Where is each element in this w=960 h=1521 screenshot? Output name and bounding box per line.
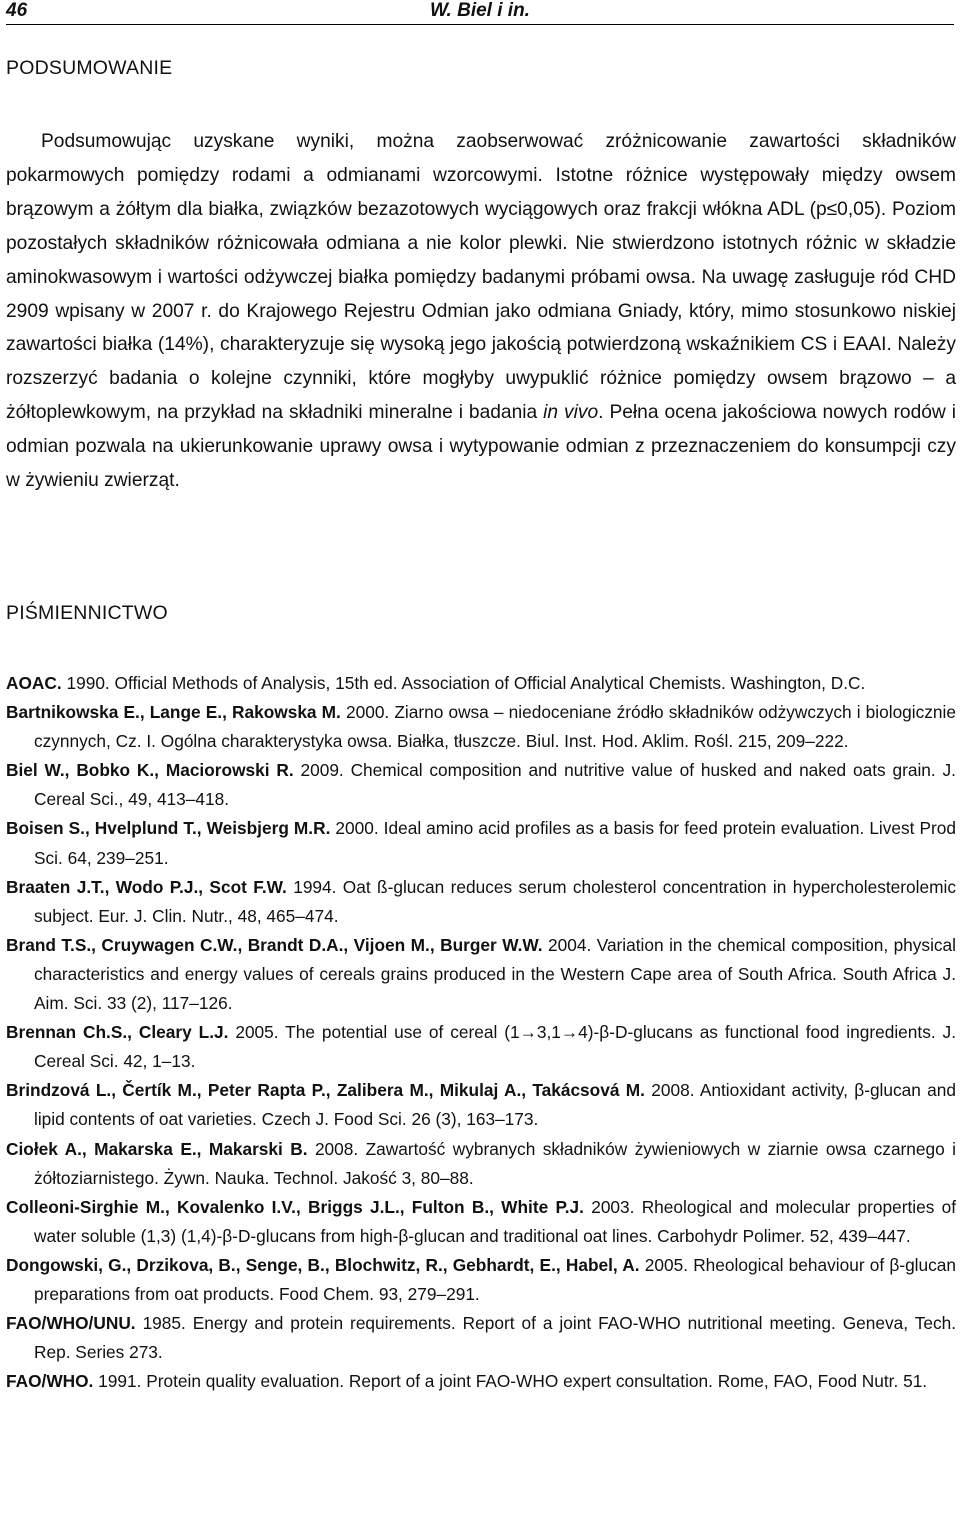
running-title: W. Biel i in. bbox=[430, 0, 530, 21]
reference-item bbox=[6, 931, 956, 1018]
reference-details: 2008. Zawartość wybranych składników żywieniowych w ziarnie owsa czarnego i żółtoziarnistego. Żywn. Nauka. Technol. Jakość 3, 80–88. bbox=[34, 1138, 956, 1188]
summary-text-part1: Podsumowując uzyskane wyniki, można zaobserwować zróżnicowanie zawartości składników pokarmowych pomiędzy rodami a odmianami wzorcowymi. Istotne różnice występowały między owsem brązowym a żółtym dla białka, związków bezazotowych wyciągowych oraz frakcji włókna ADL (p≤0,05). Poziom pozostałych składników różnicowała odmiana a nie kolor plewki. Nie stwierdzono istotnych różnic w składzie aminokwasowym i wartości odżywczej białka pomiędzy badanymi próbami owsa. Na uwagę zasługuje ród CHD 2909 wpisany w 2007 r. do Krajowego Rejestru Odmian jako odmiana Gniady, który, mimo stosunkowo niskiej zawartości białka (14%), charakteryzuje się wysoką jego jakością potwierdzoną wskaźnikiem CS i EAAI. Należy rozszerzyć badania o kolejne czynniki, które mogłyby uwypuklić różnice pomiędzy owsem brązowo – a żółtoplewkowym, na przykład na składniki mineralne i badania bbox=[6, 131, 956, 424]
reference-item bbox=[6, 1135, 956, 1193]
reference-details: 1985. Energy and protein requirements. Report of a joint FAO-WHO nutritional meeting. Geneva, Tech. Rep. Series 273. bbox=[34, 1313, 956, 1363]
reference-item bbox=[6, 814, 956, 872]
reference-authors: FAO/WHO/UNU. bbox=[6, 1313, 136, 1334]
reference-item bbox=[6, 1076, 956, 1134]
reference-details: 2009. Chemical composition and nutritive value of husked and naked oats grain. J. Cereal Sci., 49, 413–418. bbox=[34, 760, 956, 810]
reference-item bbox=[6, 1309, 956, 1367]
running-header bbox=[6, 0, 954, 25]
reference-details: 2005. The potential use of cereal (1→3,1→4)-β-D-glucans as functional food ingredients. J. Cereal Sci. 42, 1–13. bbox=[34, 1022, 956, 1072]
reference-item bbox=[6, 698, 956, 756]
page-number: 46 bbox=[6, 0, 28, 21]
reference-item bbox=[6, 756, 956, 814]
reference-details: 1994. Oat ß-glucan reduces serum cholesterol concentration in hypercholesterolemic subject. Eur. J. Clin. Nutr., 48, 465–474. bbox=[34, 876, 956, 926]
reference-item bbox=[6, 1367, 956, 1396]
reference-authors: Brand T.S., Cruywagen C.W., Brandt D.A., Vijoen M., Burger W.W. bbox=[6, 934, 543, 955]
reference-authors: Boisen S., Hvelplund T., Weisbjerg M.R. bbox=[6, 818, 331, 839]
reference-item bbox=[6, 1193, 956, 1251]
reference-authors: Colleoni-Sirghie M., Kovalenko I.V., Briggs J.L., Fulton B., White P.J. bbox=[6, 1196, 584, 1217]
summary-paragraph bbox=[6, 125, 956, 498]
summary-text-part2: . Pełna ocena jakościowa nowych rodów i odmian pozwala na ukierunkowanie uprawy owsa i wytypowanie odmian z przeznaczeniem do konsumpcji czy w żywieniu zwierząt. bbox=[6, 402, 956, 492]
reference-details: 2000. Ideal amino acid profiles as a basis for feed protein evaluation. Livest Prod Sci. 64, 239–251. bbox=[34, 818, 956, 868]
reference-details: 2000. Ziarno owsa – niedoceniane źródło składników odżywczych i biologicznie czynnych, Cz. I. Ogólna charakterystyka owsa. Białka, tłuszcze. Biul. Inst. Hod. Aklim. Rośl. 215, 209–222. bbox=[34, 702, 956, 752]
reference-authors: Dongowski, G., Drzikova, B., Senge, B., Blochwitz, R., Gebhardt, E., Habel, A. bbox=[6, 1254, 640, 1275]
reference-item bbox=[6, 1251, 956, 1309]
reference-authors: Biel W., Bobko K., Maciorowski R. bbox=[6, 760, 294, 781]
reference-authors: Ciołek A., Makarska E., Makarski B. bbox=[6, 1138, 308, 1159]
reference-item bbox=[6, 1018, 956, 1076]
reference-authors: AOAC. bbox=[6, 673, 62, 693]
reference-authors: Braaten J.T., Wodo P.J., Scot F.W. bbox=[6, 876, 287, 897]
reference-details: 2004. Variation in the chemical composition, physical characteristics and energy values of cereals grains produced in the Western Cape area of South Africa. South Africa J. Aim. Sci. 33 (2), 117–126. bbox=[34, 934, 957, 1014]
reference-details: 1990. Official Methods of Analysis, 15th ed. Association of Official Analytical Chemists. Washington, D.C. bbox=[61, 673, 866, 693]
reference-authors: Brindzová L., Čertík M., Peter Rapta P., Zalibera M., Mikulaj A., Takácsová M. bbox=[6, 1080, 645, 1101]
references-heading: PIŚMIENNICTWO bbox=[6, 602, 168, 624]
summary-heading: PODSUMOWANIE bbox=[6, 57, 173, 79]
reference-list bbox=[6, 669, 956, 1396]
reference-authors: Bartnikowska E., Lange E., Rakowska M. bbox=[6, 702, 341, 723]
reference-authors: Brennan Ch.S., Cleary L.J. bbox=[6, 1022, 229, 1043]
reference-details: 2008. Antioxidant activity, β-glucan and lipid contents of oat varieties. Czech J. Food Sci. 26 (3), 163–173. bbox=[34, 1080, 957, 1130]
summary-italic-term: in vivo bbox=[543, 402, 599, 424]
reference-authors: FAO/WHO. bbox=[6, 1371, 94, 1392]
reference-details: 1991. Protein quality evaluation. Report of a joint FAO-WHO expert consultation. Rome, FAO, Food Nutr. 51. bbox=[93, 1371, 928, 1392]
reference-details: 2003. Rheological and molecular properties of water soluble (1,3) (1,4)-β-D-glucans from high-β-glucan and traditional oat lines. Carbohydr Polimer. 52, 439–447. bbox=[34, 1196, 957, 1246]
reference-item bbox=[6, 873, 956, 931]
reference-item bbox=[6, 669, 956, 698]
reference-details: 2005. Rheological behaviour of β-glucan preparations from oat products. Food Chem. 93, 279–291. bbox=[34, 1254, 956, 1304]
